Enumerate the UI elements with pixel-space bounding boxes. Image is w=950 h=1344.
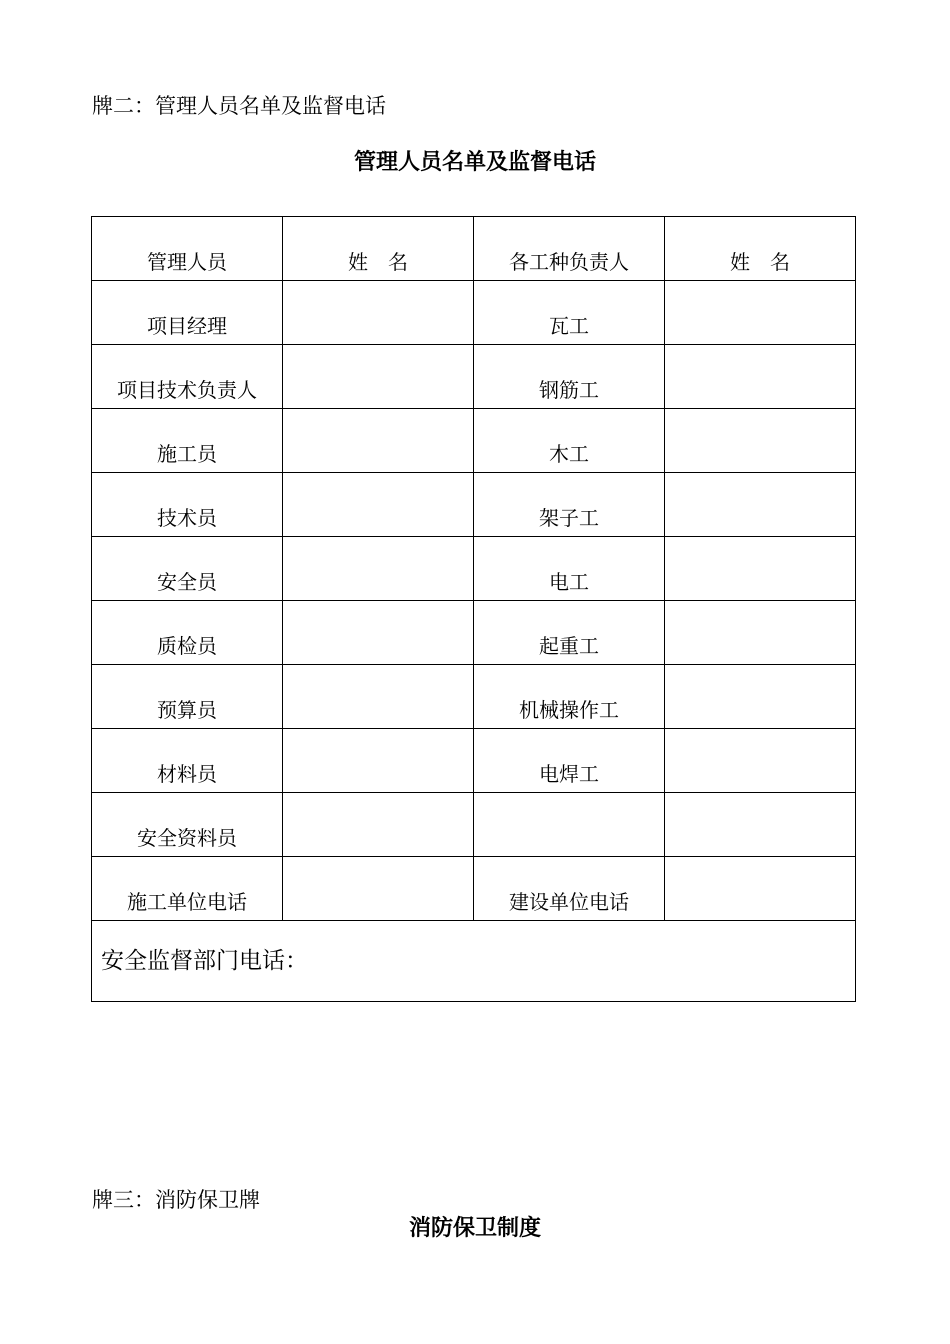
- table-row: [92, 729, 856, 793]
- trade-name-cell: [665, 473, 856, 537]
- table-footer-row: [92, 921, 856, 1002]
- trade-cell: 架子工: [474, 473, 665, 537]
- section-2-heading: 牌二：管理人员名单及监督电话: [92, 94, 386, 118]
- trade-name-cell: [665, 857, 856, 921]
- role-cell: 安全资料员: [92, 793, 283, 857]
- role-name-cell: [283, 409, 474, 473]
- role-name-cell: [283, 473, 474, 537]
- role-name-cell: [283, 729, 474, 793]
- role-cell: 预算员: [92, 665, 283, 729]
- table-row: [92, 281, 856, 345]
- trade-cell: 起重工: [474, 601, 665, 665]
- trade-name-cell: [665, 601, 856, 665]
- trade-name-cell: [665, 281, 856, 345]
- role-cell: 材料员: [92, 729, 283, 793]
- table-row: [92, 601, 856, 665]
- role-name-cell: [283, 857, 474, 921]
- trade-cell: 建设单位电话: [474, 857, 665, 921]
- role-name-cell: [283, 793, 474, 857]
- role-cell: 质检员: [92, 601, 283, 665]
- section-3-heading: 牌三：消防保卫牌: [92, 1188, 260, 1212]
- trade-cell: 钢筋工: [474, 345, 665, 409]
- table-header-row: [92, 217, 856, 281]
- roster-title: 管理人员名单及监督电话: [353, 150, 596, 175]
- role-cell: 项目经理: [92, 281, 283, 345]
- header-name: 姓 名: [283, 217, 474, 281]
- trade-name-cell: [665, 793, 856, 857]
- staff-roster-table: [91, 216, 856, 1002]
- table-row: [92, 345, 856, 409]
- trade-cell: 电工: [474, 537, 665, 601]
- role-name-cell: [283, 345, 474, 409]
- safety-supervision-phone: 安全监督部门电话：: [92, 921, 856, 1002]
- trade-name-cell: [665, 345, 856, 409]
- role-name-cell: [283, 665, 474, 729]
- role-cell: 施工单位电话: [92, 857, 283, 921]
- role-name-cell: [283, 537, 474, 601]
- table-row: [92, 409, 856, 473]
- trade-cell: 电焊工: [474, 729, 665, 793]
- table-row: [92, 857, 856, 921]
- table-row: [92, 665, 856, 729]
- role-cell: 施工员: [92, 409, 283, 473]
- role-name-cell: [283, 601, 474, 665]
- header-name: 姓 名: [665, 217, 856, 281]
- table-row: [92, 793, 856, 857]
- role-cell: 项目技术负责人: [92, 345, 283, 409]
- trade-cell: 机械操作工: [474, 665, 665, 729]
- trade-name-cell: [665, 665, 856, 729]
- trade-cell: 木工: [474, 409, 665, 473]
- trade-cell: [474, 793, 665, 857]
- trade-name-cell: [665, 409, 856, 473]
- trade-name-cell: [665, 537, 856, 601]
- role-name-cell: [283, 281, 474, 345]
- header-trade-leads: 各工种负责人: [474, 217, 665, 281]
- table-row: [92, 473, 856, 537]
- trade-cell: 瓦工: [474, 281, 665, 345]
- role-cell: 技术员: [92, 473, 283, 537]
- role-cell: 安全员: [92, 537, 283, 601]
- fire-security-title: 消防保卫制度: [408, 1216, 541, 1241]
- header-management-staff: 管理人员: [92, 217, 283, 281]
- trade-name-cell: [665, 729, 856, 793]
- table-row: [92, 537, 856, 601]
